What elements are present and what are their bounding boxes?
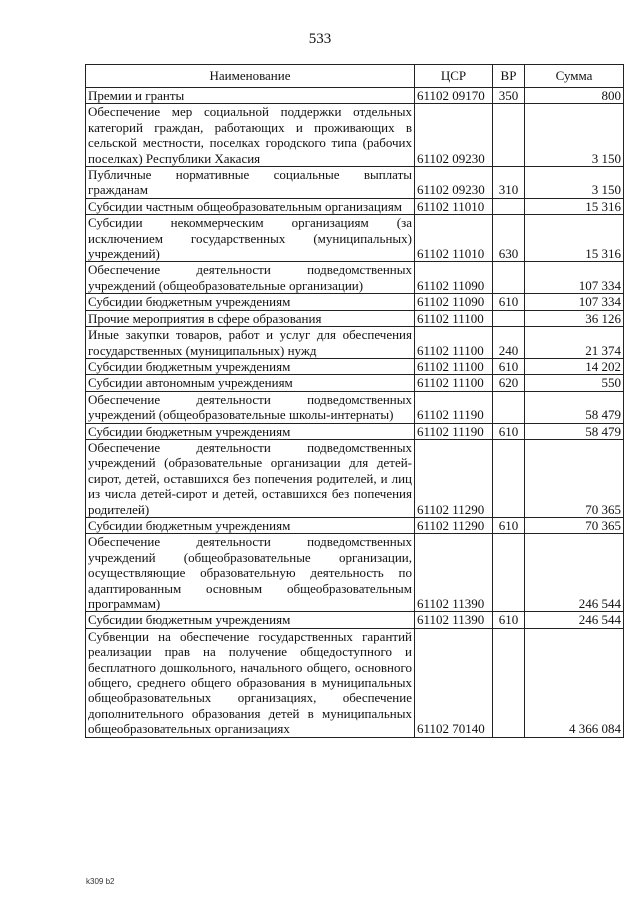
table-row — [86, 104, 624, 167]
row-vr — [493, 310, 525, 326]
row-sum: 246 544 — [525, 612, 624, 628]
row-name: Обеспечение мер социальной поддержки отдельных категорий граждан, работающих и проживающих в сельской местности, поселках городского типа (рабочих поселках) Республики Хакасия — [86, 104, 415, 167]
table-row — [86, 391, 624, 423]
row-csr: 61102 11010 — [415, 198, 493, 214]
row-csr: 61102 09170 — [415, 88, 493, 104]
row-sum: 550 — [525, 375, 624, 391]
row-vr — [493, 534, 525, 612]
table-row — [86, 534, 624, 612]
row-vr: 630 — [493, 215, 525, 262]
row-csr: 61102 70140 — [415, 628, 493, 737]
row-vr — [493, 628, 525, 737]
row-vr: 610 — [493, 358, 525, 374]
table-row — [86, 375, 624, 391]
budget-table — [85, 64, 624, 738]
row-sum: 15 316 — [525, 215, 624, 262]
row-sum: 107 334 — [525, 262, 624, 294]
row-vr: 610 — [493, 517, 525, 533]
row-csr: 61102 11010 — [415, 215, 493, 262]
row-csr: 61102 11090 — [415, 294, 493, 310]
row-vr — [493, 391, 525, 423]
row-name: Субсидии некоммерческим организациям (за исключением государственных (муниципальных) учреждений) — [86, 215, 415, 262]
row-sum: 800 — [525, 88, 624, 104]
header-name: Наименование — [86, 65, 415, 88]
row-vr: 350 — [493, 88, 525, 104]
table-row — [86, 167, 624, 199]
row-name: Обеспечение деятельности подведомственных учреждений (образовательные организации для детей-сирот, детей, оставшихся без попечения родителей, и лиц из числа детей-сирот и детей, оставшихся без попечения родителей) — [86, 439, 415, 517]
row-sum: 21 374 — [525, 327, 624, 359]
table-row — [86, 294, 624, 310]
row-sum: 246 544 — [525, 534, 624, 612]
row-sum: 70 365 — [525, 517, 624, 533]
row-sum: 3 150 — [525, 167, 624, 199]
row-vr: 240 — [493, 327, 525, 359]
table-row — [86, 198, 624, 214]
table-row — [86, 262, 624, 294]
row-name: Субсидии бюджетным учреждениям — [86, 423, 415, 439]
row-sum: 70 365 — [525, 439, 624, 517]
row-vr: 610 — [493, 612, 525, 628]
row-sum: 58 479 — [525, 391, 624, 423]
row-name: Иные закупки товаров, работ и услуг для обеспечения государственных (муниципальных) нужд — [86, 327, 415, 359]
row-vr — [493, 198, 525, 214]
header-row — [86, 65, 624, 88]
header-csr: ЦСР — [415, 65, 493, 88]
row-vr — [493, 104, 525, 167]
row-name: Субвенции на обеспечение государственных гарантий реализации прав на получение общедоступного и бесплатного дошкольного, начального общего, основного общего, среднего общего образования в муниципальных общеобразовательных организациях, обеспечение дополнительного образования детей в муниципальных общеобразовательных организациях — [86, 628, 415, 737]
row-vr: 620 — [493, 375, 525, 391]
row-csr: 61102 09230 — [415, 104, 493, 167]
row-vr: 610 — [493, 423, 525, 439]
footer-code: k309 b2 — [86, 877, 115, 886]
row-csr: 61102 09230 — [415, 167, 493, 199]
row-name: Субсидии бюджетным учреждениям — [86, 294, 415, 310]
row-name: Субсидии частным общеобразовательным организациям — [86, 198, 415, 214]
row-name: Обеспечение деятельности подведомственных учреждений (общеобразовательные организации, осуществляющие образовательную деятельность по адаптированным основным общеобразовательным программам) — [86, 534, 415, 612]
row-csr: 61102 11390 — [415, 612, 493, 628]
row-csr: 61102 11100 — [415, 310, 493, 326]
row-name: Обеспечение деятельности подведомственных учреждений (общеобразовательные школы-интернаты) — [86, 391, 415, 423]
table-row — [86, 612, 624, 628]
row-sum: 58 479 — [525, 423, 624, 439]
row-csr: 61102 11100 — [415, 358, 493, 374]
row-name: Субсидии бюджетным учреждениям — [86, 612, 415, 628]
page-number: 533 — [308, 31, 332, 47]
row-sum: 14 202 — [525, 358, 624, 374]
table-row — [86, 327, 624, 359]
row-vr — [493, 262, 525, 294]
row-sum: 15 316 — [525, 198, 624, 214]
row-vr: 310 — [493, 167, 525, 199]
row-name: Обеспечение деятельности подведомственных учреждений (общеобразовательные организации) — [86, 262, 415, 294]
table-row — [86, 310, 624, 326]
table-row — [86, 358, 624, 374]
row-sum: 107 334 — [525, 294, 624, 310]
row-csr: 61102 11290 — [415, 439, 493, 517]
row-sum: 36 126 — [525, 310, 624, 326]
row-csr: 61102 11190 — [415, 391, 493, 423]
header-sum: Сумма — [525, 65, 624, 88]
table-row — [86, 439, 624, 517]
table-body — [86, 88, 624, 738]
row-vr: 610 — [493, 294, 525, 310]
row-csr: 61102 11390 — [415, 534, 493, 612]
table-row — [86, 215, 624, 262]
row-vr — [493, 439, 525, 517]
row-csr: 61102 11190 — [415, 423, 493, 439]
row-name: Субсидии бюджетным учреждениям — [86, 358, 415, 374]
row-name: Субсидии автономным учреждениям — [86, 375, 415, 391]
table-row — [86, 423, 624, 439]
row-sum: 4 366 084 — [525, 628, 624, 737]
row-name: Субсидии бюджетным учреждениям — [86, 517, 415, 533]
table-row — [86, 628, 624, 737]
row-csr: 61102 11290 — [415, 517, 493, 533]
row-sum: 3 150 — [525, 104, 624, 167]
table-row — [86, 517, 624, 533]
row-name: Премии и гранты — [86, 88, 415, 104]
table-header — [86, 65, 624, 88]
table-row — [86, 88, 624, 104]
row-name: Публичные нормативные социальные выплаты гражданам — [86, 167, 415, 199]
header-vr: ВР — [493, 65, 525, 88]
row-csr: 61102 11090 — [415, 262, 493, 294]
row-csr: 61102 11100 — [415, 327, 493, 359]
row-csr: 61102 11100 — [415, 375, 493, 391]
row-name: Прочие мероприятия в сфере образования — [86, 310, 415, 326]
